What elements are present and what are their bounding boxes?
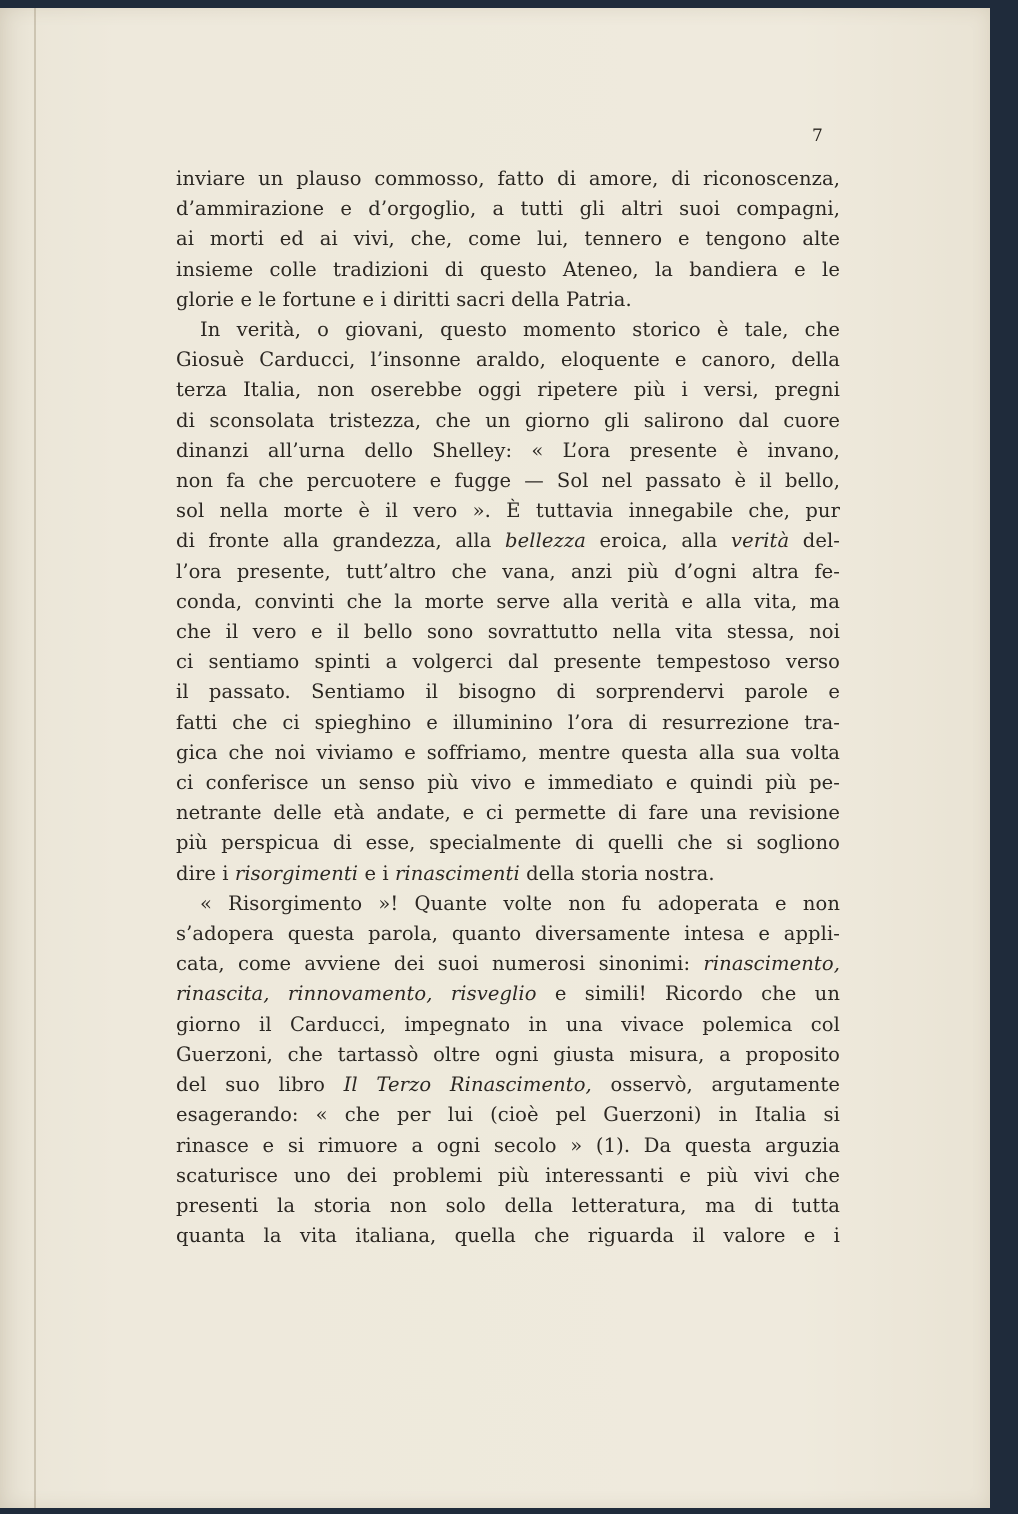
italic-segment: bellezza	[505, 529, 587, 553]
text-segment: e i	[358, 861, 396, 885]
text-line	[176, 859, 840, 889]
text-line	[176, 315, 840, 345]
text-line	[176, 224, 840, 254]
text-line	[176, 1010, 840, 1040]
page-fold-line	[34, 8, 36, 1508]
text-line	[176, 1221, 840, 1251]
text-line	[176, 1161, 840, 1191]
italic-segment: risorgimenti	[234, 861, 359, 885]
text-segment: s’adopera questa parola, quanto diversamente intesa e appli-	[176, 922, 840, 946]
text-line	[176, 617, 840, 647]
text-segment: osservò, argutamente	[591, 1073, 841, 1097]
text-line	[176, 1100, 840, 1130]
text-segment: sol nella morte è il vero ». È tuttavia innegabile che, pur	[176, 499, 840, 523]
text-segment: ci conferisce un senso più vivo e immediato e quindi più pe-	[176, 771, 840, 795]
text-segment: il passato. Sentiamo il bisogno di sorprendervi parole e	[176, 680, 840, 704]
text-line	[176, 1131, 840, 1161]
text-segment: cata, come avviene dei suoi numerosi sinonimi:	[176, 952, 704, 976]
text-line	[176, 798, 840, 828]
text-line	[176, 647, 840, 677]
text-segment: presenti la storia non solo della letteratura, ma di tutta	[176, 1193, 840, 1217]
text-segment: di sconsolata tristezza, che un giorno gli salirono dal cuore	[176, 408, 840, 432]
text-line	[176, 285, 840, 315]
italic-segment: rinascita, rinnovamento, risveglio	[176, 982, 537, 1006]
text-segment: di fronte alla grandezza, alla	[176, 529, 506, 553]
text-line	[176, 738, 840, 768]
text-line	[176, 436, 840, 466]
italic-segment: rinascimento,	[703, 952, 840, 976]
italic-segment: Il Terzo Rinascimento,	[343, 1073, 592, 1097]
text-segment: del-	[789, 529, 840, 553]
text-segment: non fa che percuotere e fugge — Sol nel passato è il bello,	[176, 469, 840, 493]
text-line	[176, 557, 840, 587]
text-segment: fatti che ci spieghino e illuminino l’ora di resurrezione tra-	[176, 710, 840, 734]
text-line	[176, 255, 840, 285]
text-line	[176, 979, 840, 1009]
text-segment: d’ammirazione e d’orgoglio, a tutti gli altri suoi compagni,	[176, 197, 840, 221]
italic-segment: rinascimenti	[395, 861, 520, 885]
text-line	[176, 164, 840, 194]
text-segment: Giosuè Carducci, l’insonne araldo, eloquente e canoro, della	[176, 348, 840, 372]
text-line	[176, 1070, 840, 1100]
text-segment: giorno il Carducci, impegnato in una vivace polemica col	[176, 1012, 840, 1036]
text-segment: ai morti ed ai vivi, che, come lui, tennero e tengono alte	[176, 227, 840, 251]
text-line	[176, 708, 840, 738]
text-segment: esagerando: « che per lui (cioè pel Guerzoni) in Italia si	[176, 1103, 840, 1127]
text-segment: gica che noi viviamo e soffriamo, mentre questa alla sua volta	[176, 740, 840, 764]
text-segment: dinanzi all’urna dello Shelley: « L’ora presente è invano,	[176, 438, 840, 462]
text-segment: netrante delle età andate, e ci permette di fare una revisione	[176, 801, 840, 825]
body-text	[176, 164, 840, 1251]
text-segment: più perspicua di esse, specialmente di quelli che si sogliono	[176, 831, 840, 855]
italic-segment: verità	[731, 529, 790, 553]
page-number: 7	[812, 126, 823, 146]
text-segment: ci sentiamo spinti a volgerci dal presente tempestoso verso	[176, 650, 840, 674]
text-segment: « Risorgimento »! Quante volte non fu adoperata e non	[200, 891, 840, 915]
text-line	[176, 587, 840, 617]
text-line	[176, 345, 840, 375]
text-segment: del suo libro	[176, 1073, 344, 1097]
text-segment: Guerzoni, che tartassò oltre ogni giusta misura, a proposito	[176, 1042, 840, 1066]
text-segment: eroica, alla	[586, 529, 732, 553]
text-line	[176, 828, 840, 858]
text-line	[176, 919, 840, 949]
text-segment: glorie e le fortune e i diritti sacri della Patria.	[176, 287, 632, 311]
text-line	[176, 949, 840, 979]
text-segment: scaturisce uno dei problemi più interessanti e più vivi che	[176, 1163, 840, 1187]
text-segment: conda, convinti che la morte serve alla verità e alla vita, ma	[176, 589, 840, 613]
text-line	[176, 677, 840, 707]
text-line	[176, 194, 840, 224]
text-line	[176, 889, 840, 919]
text-segment: dire i	[176, 861, 235, 885]
text-line	[176, 496, 840, 526]
text-segment: quanta la vita italiana, quella che riguarda il valore e i	[176, 1224, 840, 1248]
text-segment: e simili! Ricordo che un	[536, 982, 841, 1006]
text-segment: della storia nostra.	[519, 861, 715, 885]
text-segment: l’ora presente, tutt’altro che vana, anzi più d’ogni altra fe-	[176, 559, 840, 583]
text-line	[176, 526, 840, 556]
text-line	[176, 466, 840, 496]
text-line	[176, 1191, 840, 1221]
text-line	[176, 1040, 840, 1070]
text-line	[176, 768, 840, 798]
text-segment: terza Italia, non oserebbe oggi ripetere più i versi, pregni	[176, 378, 840, 402]
text-line	[176, 406, 840, 436]
text-segment: In verità, o giovani, questo momento storico è tale, che	[200, 318, 840, 342]
text-segment: rinasce e si rimuore a ogni secolo » (1). Da questa arguzia	[176, 1133, 840, 1157]
text-segment: inviare un plauso commosso, fatto di amore, di riconoscenza,	[176, 167, 840, 190]
text-segment: che il vero e il bello sono sovrattutto nella vita stessa, noi	[176, 620, 840, 644]
text-segment: insieme colle tradizioni di questo Ateneo, la bandiera e le	[176, 257, 840, 281]
text-line	[176, 375, 840, 405]
